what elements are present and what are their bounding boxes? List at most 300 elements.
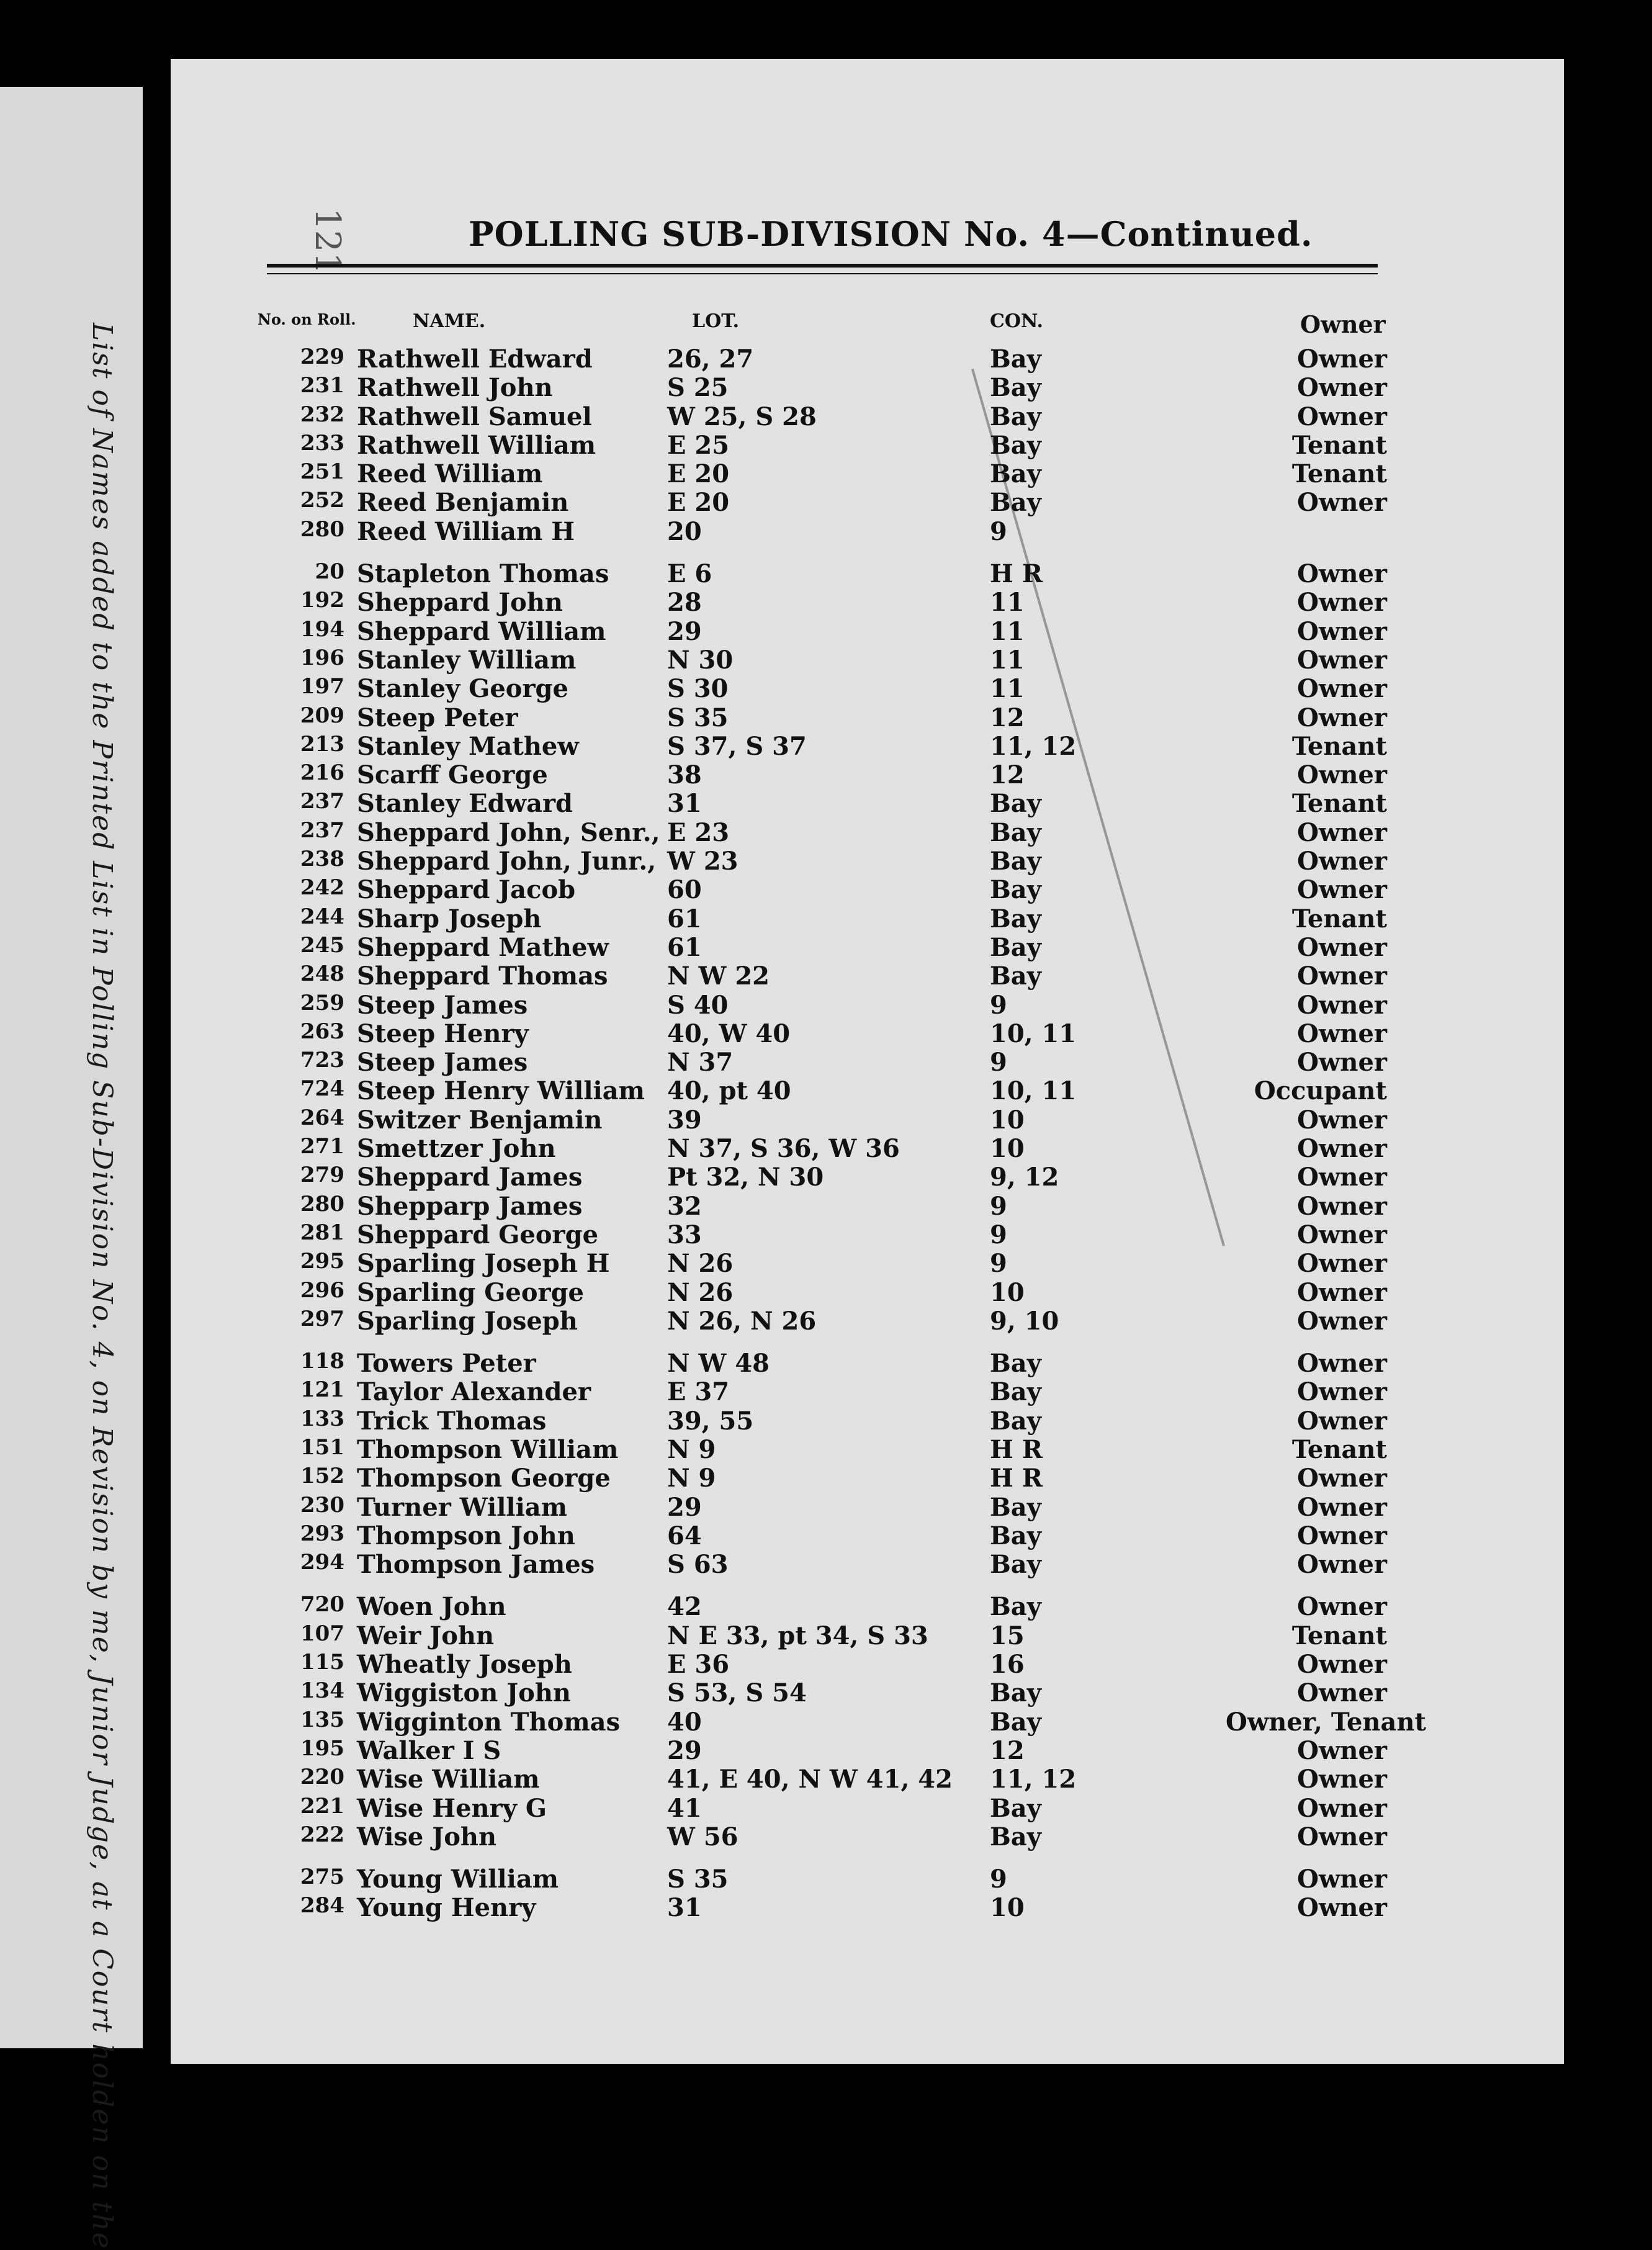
concession: Bay [990,789,1041,819]
voter-name: Sheppard George [357,1220,599,1249]
roll-number: 248 [300,961,344,987]
page-title: POLLING SUB-DIVISION No. 4—Continued. [469,214,1313,254]
table-row [171,1865,1564,1893]
title-rule-thin [267,273,1378,274]
table-row [171,344,1564,373]
roll-number: 233 [300,430,344,456]
voter-name: Wiggiston John [357,1678,571,1708]
lot: Pt 32, N 30 [667,1163,824,1192]
concession: 11 [990,616,1025,646]
lot: 60 [667,875,702,905]
lot: 28 [667,588,702,618]
concession: Bay [990,875,1041,905]
status: Owner [1297,1349,1387,1379]
lot: 41, E 40, N W 41, 42 [667,1765,953,1794]
status: Owner [1297,559,1387,589]
concession: 9 [990,990,1007,1020]
concession: Bay [990,1492,1041,1522]
header-roll: No. on Roll. [258,310,356,328]
status: Owner [1297,616,1387,646]
lot: N 37 [667,1048,734,1078]
concession: Bay [990,1521,1041,1550]
status: Owner [1297,1592,1387,1622]
lot: N 30 [667,645,734,675]
status: Owner [1297,875,1387,905]
status: Owner [1297,1191,1387,1221]
lot: E 20 [667,459,730,489]
roll-number: 242 [300,875,344,901]
voter-name: Stanley William [357,645,577,675]
status: Owner [1297,1865,1387,1894]
lot: S 53, S 54 [667,1678,807,1708]
table-row [171,402,1564,431]
status: Owner [1297,932,1387,962]
concession: Bay [990,402,1041,431]
lot: E 25 [667,430,730,460]
status: Owner, Tenant [1226,1707,1427,1737]
table-row [171,1435,1564,1464]
table-row [171,818,1564,847]
roll-number: 280 [300,516,344,542]
lot: S 37, S 37 [667,731,807,761]
voter-name: Woen John [357,1592,506,1622]
voter-name: Wheatly Joseph [357,1650,572,1680]
status: Owner [1297,1048,1387,1078]
voter-name: Reed William H [357,516,575,546]
roll-number: 221 [300,1793,344,1819]
lot: S 35 [667,703,729,732]
lot: N 37, S 36, W 36 [667,1134,900,1164]
voter-name: Rathwell William [357,430,596,460]
voter-name: Thompson James [357,1550,595,1580]
status: Owner [1297,674,1387,704]
lot: S 25 [667,373,729,403]
concession: Bay [990,1377,1041,1407]
roll-number: 297 [300,1306,344,1331]
table-row [171,1076,1564,1105]
status: Tenant [1291,1621,1387,1650]
status: Owner [1297,402,1387,431]
roll-number: 245 [300,932,344,958]
lot: 40, W 40 [667,1019,791,1048]
status: Owner [1297,1735,1387,1765]
table-row [171,431,1564,459]
roll-number: 222 [300,1822,344,1847]
voter-name: Wigginton Thomas [357,1707,621,1737]
voter-name: Taylor Alexander [357,1377,591,1407]
table-row [171,760,1564,789]
table-row [171,789,1564,817]
status: Owner [1297,1277,1387,1307]
table-row [171,1249,1564,1277]
margin-note: List of Names added to the Printed List in Polling Sub-Division No. 4, on Revision by me, Junior Judge, at a Court holden on the [86,323,118,2250]
table-row [171,1406,1564,1435]
voter-name: Sheppard John [357,588,563,618]
lot: 40 [667,1707,702,1737]
lot: W 23 [667,847,738,876]
voter-name: Towers Peter [357,1349,536,1379]
table-row [171,991,1564,1019]
voter-name: Stanley George [357,674,568,704]
voter-name: Sheppard James [357,1163,583,1192]
voter-name: Thompson William [357,1434,619,1464]
voter-name: Steep Henry William [357,1076,645,1106]
lot: E 37 [667,1377,730,1407]
concession: 11 [990,674,1025,704]
roll-number: 209 [300,703,344,728]
table-row [171,488,1564,516]
lot: S 30 [667,674,729,704]
roll-number: 107 [300,1621,344,1646]
voter-name: Thompson John [357,1521,575,1550]
status: Tenant [1291,789,1387,819]
voter-name: Turner William [357,1492,568,1522]
status: Occupant [1254,1076,1387,1106]
roll-number: 152 [300,1464,344,1489]
voter-name: Sheppard William [357,616,606,646]
concession: 10 [990,1105,1025,1135]
lot: S 40 [667,990,729,1020]
table-row [171,1822,1564,1851]
roll-number: 723 [300,1048,344,1073]
voter-name: Steep James [357,1048,528,1078]
concession: Bay [990,817,1041,847]
roll-number: 275 [300,1865,344,1890]
concession: Bay [990,961,1041,991]
concession: Bay [990,1349,1041,1379]
lot: 64 [667,1521,702,1550]
table-row [171,1521,1564,1550]
roll-number: 263 [300,1019,344,1044]
roll-number: 238 [300,847,344,872]
roll-number: 294 [300,1550,344,1575]
roll-number: 118 [300,1349,344,1374]
status: Owner [1297,760,1387,790]
table-row [171,646,1564,674]
header-lot: LOT. [692,310,740,332]
voter-name: Walker I S [357,1735,501,1765]
table-row [171,1377,1564,1406]
voter-name: Reed Benjamin [357,488,569,518]
lot: 38 [667,760,702,790]
table-row [171,1464,1564,1492]
concession: 9 [990,1865,1007,1894]
table-row [171,617,1564,646]
roll-number: 121 [300,1377,344,1403]
roll-number: 135 [300,1707,344,1732]
table-row [171,459,1564,488]
roll-number: 724 [300,1076,344,1102]
concession: Bay [990,488,1041,518]
lot: N 26 [667,1249,734,1279]
table-row [171,1678,1564,1707]
page-number: 121 [307,208,348,274]
roll-number: 259 [300,990,344,1015]
table-row [171,904,1564,933]
status: Tenant [1291,731,1387,761]
roll-number: 280 [300,1191,344,1217]
status: Owner [1297,961,1387,991]
roll-number: 251 [300,459,344,485]
roll-number: 195 [300,1735,344,1761]
lot: 40, pt 40 [667,1076,791,1106]
voter-name: Reed William [357,459,543,489]
concession: Bay [990,1592,1041,1622]
lot: 61 [667,932,702,962]
lot: 29 [667,1735,702,1765]
lot: E 23 [667,817,730,847]
roll-number: 213 [300,731,344,757]
status: Owner [1297,1550,1387,1580]
roll-number: 196 [300,645,344,670]
lot: 39, 55 [667,1406,754,1436]
table-row [171,1349,1564,1377]
status: Owner [1297,817,1387,847]
lot: 61 [667,904,702,934]
voter-name: Rathwell Edward [357,344,593,374]
header-name: NAME. [413,310,486,332]
lot: N 9 [667,1464,716,1493]
table-row [171,1163,1564,1191]
roll-number: 151 [300,1434,344,1460]
voter-name: Sheppard Mathew [357,932,609,962]
status: Owner [1297,1105,1387,1135]
roll-number: 20 [315,559,344,585]
concession: 10 [990,1277,1025,1307]
table-row [171,1708,1564,1736]
status: Owner [1297,1019,1387,1048]
roll-number: 281 [300,1220,344,1245]
table-row [171,1048,1564,1076]
voter-name: Steep James [357,990,528,1020]
table-row [171,875,1564,904]
status: Owner [1297,373,1387,403]
lot: S 35 [667,1865,729,1894]
voter-name: Trick Thomas [357,1406,547,1436]
header-status: Owner [1300,310,1386,338]
status: Owner [1297,1678,1387,1708]
concession: 11, 12 [990,731,1077,761]
concession: 9 [990,516,1007,546]
status: Tenant [1291,1434,1387,1464]
voter-name: Stanley Edward [357,789,573,819]
voter-name: Sparling George [357,1277,584,1307]
lot: E 6 [667,559,712,589]
table-row [171,559,1564,588]
roll-table [171,344,1564,1922]
title-rule [267,264,1378,268]
lot: 41 [667,1793,702,1823]
table-row [171,1134,1564,1163]
concession: 9 [990,1249,1007,1279]
lot: 29 [667,1492,702,1522]
status: Tenant [1291,459,1387,489]
document-page [171,59,1564,2064]
table-row [171,1650,1564,1678]
status: Owner [1297,1306,1387,1336]
voter-name: Rathwell Samuel [357,402,592,431]
concession: 9 [990,1191,1007,1221]
voter-name: Sheppard Thomas [357,961,608,991]
concession: 10 [990,1893,1025,1923]
concession: 10 [990,1134,1025,1164]
status: Owner [1297,1521,1387,1550]
concession: Bay [990,373,1041,403]
roll-number: 293 [300,1521,344,1546]
concession: 9 [990,1220,1007,1249]
concession: Bay [990,1550,1041,1580]
roll-number: 194 [300,616,344,642]
table-row [171,1736,1564,1765]
roll-number: 252 [300,488,344,513]
lot: N E 33, pt 34, S 33 [667,1621,928,1650]
voter-name: Smettzer John [357,1134,556,1164]
voter-name: Weir John [357,1621,495,1650]
table-row [171,1794,1564,1822]
voter-name: Stanley Mathew [357,731,579,761]
status: Owner [1297,703,1387,732]
table-row [171,1220,1564,1249]
status: Owner [1297,847,1387,876]
concession: Bay [990,344,1041,374]
voter-name: Young Henry [357,1893,536,1923]
voter-name: Sheppard Jacob [357,875,576,905]
status: Owner [1297,1822,1387,1852]
roll-number: 133 [300,1406,344,1431]
roll-number: 192 [300,588,344,613]
voter-name: Shepparp James [357,1191,583,1221]
concession: Bay [990,459,1041,489]
table-row [171,1019,1564,1048]
concession: 12 [990,760,1025,790]
voter-name: Wise John [357,1822,497,1852]
voter-name: Young William [357,1865,559,1894]
roll-number: 244 [300,904,344,929]
lot: 39 [667,1105,702,1135]
table-row [171,517,1564,546]
concession: 16 [990,1650,1025,1680]
table-row [171,674,1564,703]
concession: Bay [990,1793,1041,1823]
table-row [171,1621,1564,1650]
voter-name: Stapleton Thomas [357,559,609,589]
roll-number: 230 [300,1492,344,1518]
voter-name: Sparling Joseph H [357,1249,610,1279]
status: Owner [1297,1134,1387,1164]
lot: N 26, N 26 [667,1306,817,1336]
header-con: CON. [990,310,1043,332]
roll-number: 231 [300,373,344,398]
table-row [171,1278,1564,1307]
lot: N W 22 [667,961,770,991]
lot: E 20 [667,488,730,518]
table-row [171,1893,1564,1922]
status: Owner [1297,344,1387,374]
status: Tenant [1291,430,1387,460]
roll-number: 264 [300,1105,344,1130]
table-row [171,847,1564,875]
concession: Bay [990,932,1041,962]
lot: 31 [667,1893,702,1923]
lot: 31 [667,789,702,819]
concession: 11 [990,588,1025,618]
concession: H R [990,1434,1043,1464]
lot: S 63 [667,1550,729,1580]
lot: W 56 [667,1822,738,1852]
table-row [171,1493,1564,1521]
status: Owner [1297,1492,1387,1522]
status: Owner [1297,990,1387,1020]
lot: E 36 [667,1650,730,1680]
lot: N 9 [667,1434,716,1464]
concession: Bay [990,847,1041,876]
roll-number: 197 [300,674,344,700]
voter-name: Steep Peter [357,703,518,732]
table-row [171,1192,1564,1220]
table-row [171,732,1564,760]
table-row [171,1105,1564,1134]
status: Owner [1297,1249,1387,1279]
concession: 12 [990,703,1025,732]
status: Owner [1297,1406,1387,1436]
concession: Bay [990,1707,1041,1737]
table-row [171,933,1564,961]
status: Owner [1297,1163,1387,1192]
concession: H R [990,1464,1043,1493]
concession: 10, 11 [990,1076,1077,1106]
roll-number: 720 [300,1592,344,1618]
voter-name: Sharp Joseph [357,904,542,934]
lot: 42 [667,1592,702,1622]
concession: 11 [990,645,1025,675]
concession: Bay [990,904,1041,934]
table-row [171,373,1564,402]
concession: 9, 12 [990,1163,1059,1192]
voter-name: Thompson George [357,1464,611,1493]
voter-name: Rathwell John [357,373,553,403]
voter-name: Wise Henry G [357,1793,547,1823]
lot: 29 [667,616,702,646]
roll-number: 232 [300,402,344,427]
lot: N W 48 [667,1349,770,1379]
roll-number: 134 [300,1678,344,1704]
table-row [171,961,1564,990]
table-row [171,1765,1564,1793]
concession: 9, 10 [990,1306,1059,1336]
concession: Bay [990,430,1041,460]
concession: Bay [990,1678,1041,1708]
roll-number: 237 [300,789,344,814]
lot: 33 [667,1220,702,1249]
table-row [171,1307,1564,1335]
status: Owner [1297,1765,1387,1794]
voter-name: Sheppard John, Senr., [357,817,660,847]
status: Owner [1297,1793,1387,1823]
concession: 11, 12 [990,1765,1077,1794]
status: Owner [1297,645,1387,675]
roll-number: 296 [300,1277,344,1303]
concession: 15 [990,1621,1025,1650]
status: Owner [1297,1650,1387,1680]
left-page-fragment [0,87,143,2250]
roll-number: 295 [300,1249,344,1274]
lot: 32 [667,1191,702,1221]
status: Owner [1297,1220,1387,1249]
concession: H R [990,559,1043,589]
voter-name: Switzer Benjamin [357,1105,603,1135]
roll-number: 279 [300,1163,344,1188]
roll-number: 115 [300,1650,344,1675]
